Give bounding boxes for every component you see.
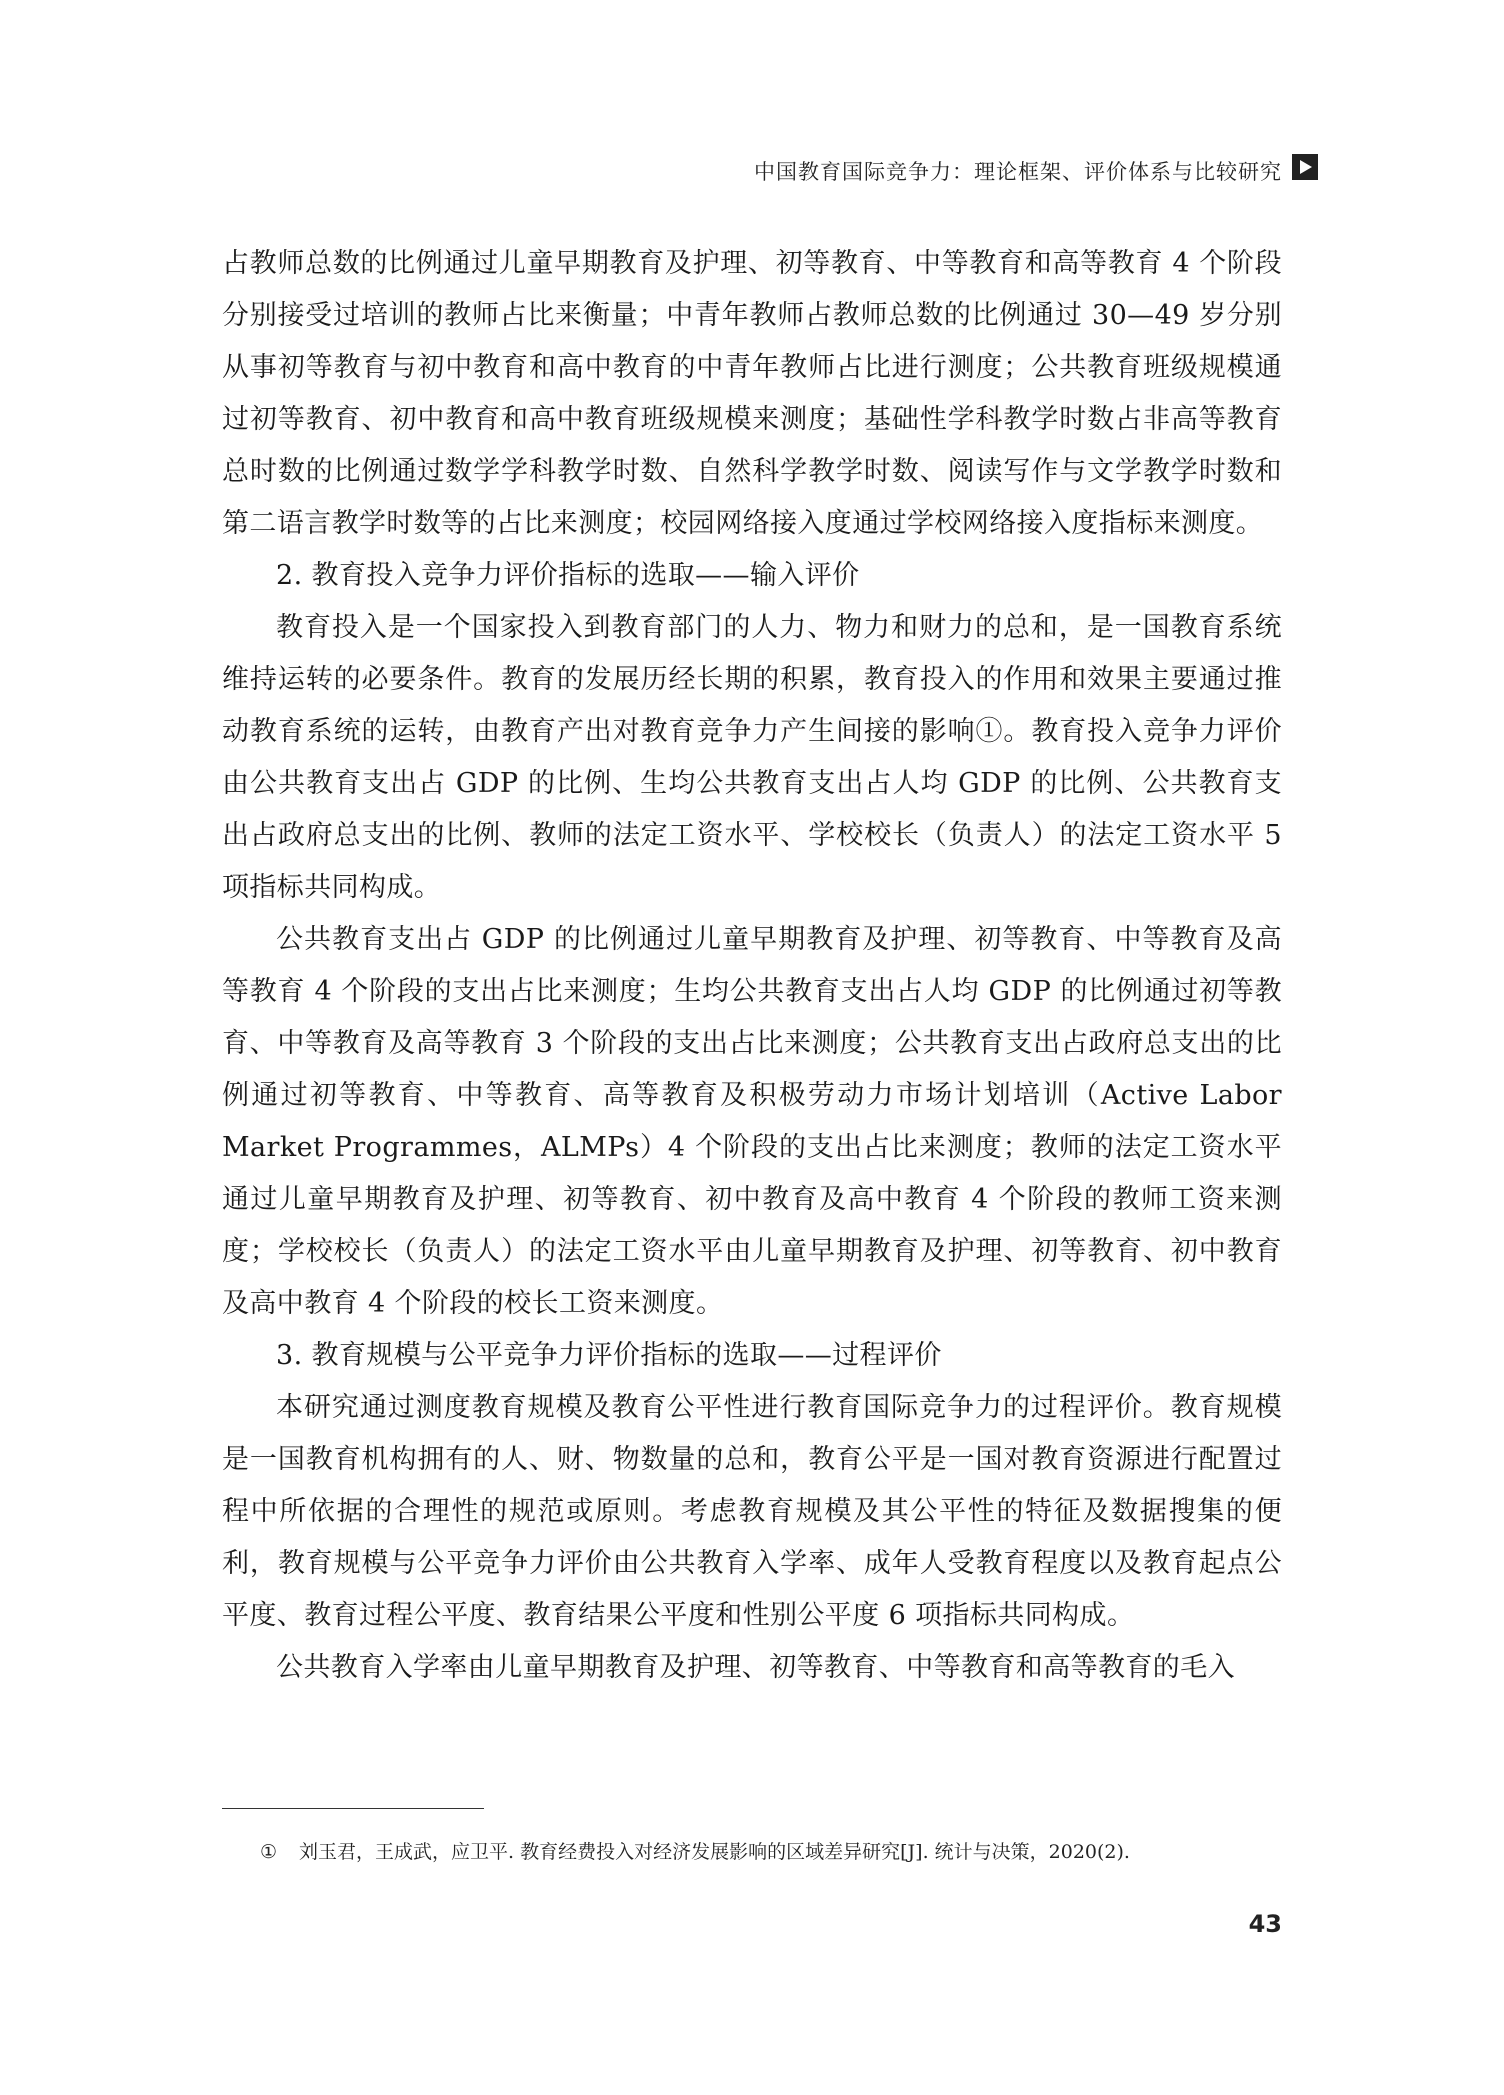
footnote-divider: [222, 1808, 484, 1809]
paragraph-continuation: 占教师总数的比例通过儿童早期教育及护理、初等教育、中等教育和高等教育 4 个阶段分别接受过培训的教师占比来衡量；中青年教师占教师总数的比例通过 30—49 岁分别从事初等教育与初中教育和高中教育的中青年教师占比进行测度；公共教育班级规模通过初等教育、初中教育和高中教育班级规模来测度；基础性学科教学时数占非高等教育总时数的比例通过数学学科教学时数、自然科学教学时数、阅读写作与文学教学时数和第二语言教学时数等的占比来测度；校园网络接入度通过学校网络接入度指标来测度。: [222, 248, 1282, 539]
play-triangle-icon: [1292, 154, 1318, 180]
section-heading-input-evaluation: 2. 教育投入竞争力评价指标的选取——输入评价: [276, 560, 860, 591]
footnote: [260, 1838, 1130, 1866]
footnote-text: 刘玉君，王成武，应卫平. 教育经费投入对经济发展影响的区域差异研究[J]. 统计与决策，2020(2).: [299, 1841, 1130, 1863]
section-heading-process-evaluation: 3. 教育规模与公平竞争力评价指标的选取——过程评价: [276, 1340, 942, 1371]
paragraph: 公共教育入学率由儿童早期教育及护理、初等教育、中等教育和高等教育的毛入: [276, 1652, 1235, 1683]
running-header: 中国教育国际竞争力：理论框架、评价体系与比较研究: [754, 160, 1282, 184]
footnote-marker: ①: [260, 1841, 278, 1863]
paragraph: 教育投入是一个国家投入到教育部门的人力、物力和财力的总和，是一国教育系统维持运转的必要条件。教育的发展历经长期的积累，教育投入的作用和效果主要通过推动教育系统的运转，由教育产出对教育竞争力产生间接的影响①。教育投入竞争力评价由公共教育支出占 GDP 的比例、生均公共教育支出占人均 GDP 的比例、公共教育支出占政府总支出的比例、教师的法定工资水平、学校校长（负责人）的法定工资水平 5 项指标共同构成。: [222, 612, 1282, 903]
page-number: 43: [1248, 1910, 1282, 1938]
body-text: [222, 238, 1282, 1694]
paragraph: 本研究通过测度教育规模及教育公平性进行教育国际竞争力的过程评价。教育规模是一国教育机构拥有的人、财、物数量的总和，教育公平是一国对教育资源进行配置过程中所依据的合理性的规范或原则。考虑教育规模及其公平性的特征及数据搜集的便利，教育规模与公平竞争力评价由公共教育入学率、成年人受教育程度以及教育起点公平度、教育过程公平度、教育结果公平度和性别公平度 6 项指标共同构成。: [222, 1392, 1282, 1631]
paragraph: 公共教育支出占 GDP 的比例通过儿童早期教育及护理、初等教育、中等教育及高等教育 4 个阶段的支出占比来测度；生均公共教育支出占人均 GDP 的比例通过初等教育、中等教育及高等教育 3 个阶段的支出占比来测度；公共教育支出占政府总支出的比例通过初等教育、中等教育、高等教育及积极劳动力市场计划培训（Active Labor Market Programmes，ALMPs）4 个阶段的支出占比来测度；教师的法定工资水平通过儿童早期教育及护理、初等教育、初中教育及高中教育 4 个阶段的教师工资来测度；学校校长（负责人）的法定工资水平由儿童早期教育及护理、初等教育、初中教育及高中教育 4 个阶段的校长工资来测度。: [222, 924, 1282, 1319]
